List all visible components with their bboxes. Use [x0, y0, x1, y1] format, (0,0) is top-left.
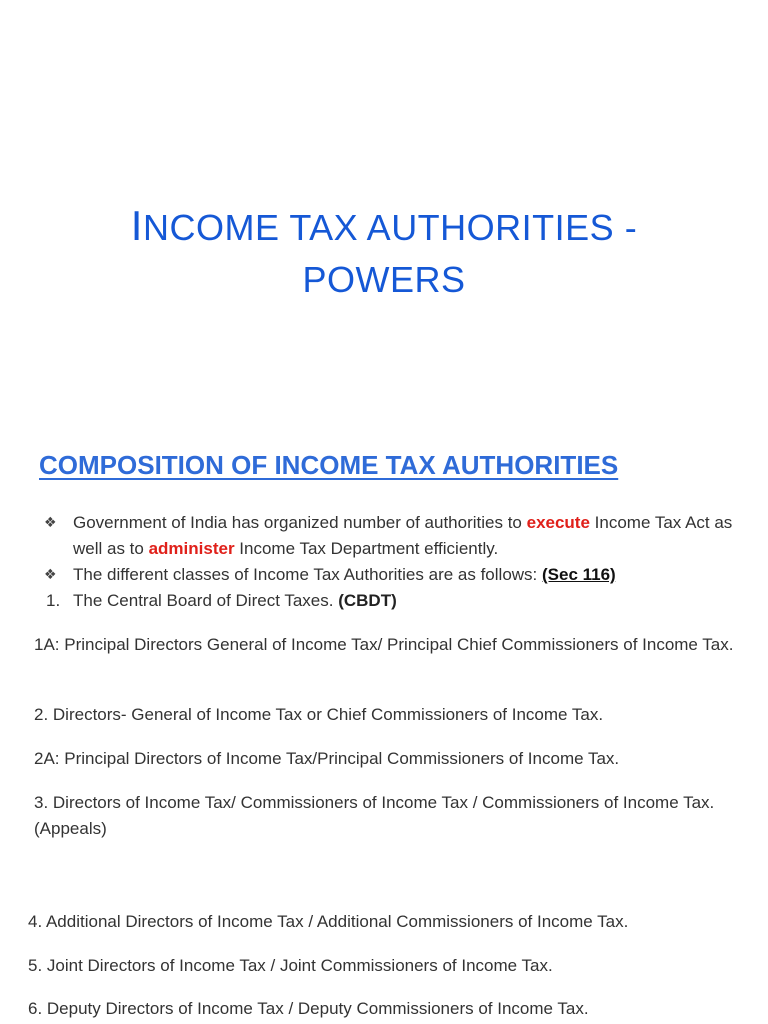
bullet-text-segment: The different classes of Income Tax Authorities are as follows:	[73, 565, 542, 584]
numbered-item-text	[73, 588, 734, 614]
page-title-line-1	[0, 200, 768, 254]
bullet-list	[44, 510, 734, 614]
bullet-text	[73, 562, 734, 588]
diamond-bullet-icon: ❖	[44, 567, 57, 583]
page-title-initial: I	[130, 202, 143, 249]
page-title-line-2: POWERS	[302, 259, 466, 300]
emphasis-execute: execute	[526, 513, 590, 532]
emphasis-administer: administer	[148, 539, 235, 558]
paragraph-1a: 1A: Principal Directors General of Income Tax/ Principal Chief Commissioners of Income Tax.	[34, 635, 734, 654]
cbdt-abbreviation: (CBDT)	[338, 591, 397, 610]
page-title	[0, 200, 768, 306]
bullet-text	[73, 510, 734, 562]
section-reference: (Sec 116)	[542, 565, 616, 584]
bullet-item	[44, 562, 734, 588]
paragraph-6: 6. Deputy Directors of Income Tax / Deputy Commissioners of Income Tax.	[28, 999, 589, 1018]
bullet-text-segment: Income Tax Act as well as to	[73, 513, 733, 558]
paragraph-5: 5. Joint Directors of Income Tax / Joint Commissioners of Income Tax.	[28, 956, 553, 975]
paragraph-2a: 2A: Principal Directors of Income Tax/Principal Commissioners of Income Tax.	[34, 749, 620, 768]
paragraph-3: 3. Directors of Income Tax/ Commissioners of Income Tax / Commissioners of Income Tax. (Appeals)	[34, 793, 715, 838]
item-number: 1.	[46, 591, 61, 610]
bullet-item	[44, 510, 734, 562]
paragraph-2: 2. Directors- General of Income Tax or Chief Commissioners of Income Tax.	[34, 705, 604, 724]
bullet-text-segment: Income Tax Department efficiently.	[234, 539, 499, 558]
bullet-text-segment: Government of India has organized number of authorities to	[73, 513, 527, 532]
section-heading: COMPOSITION OF INCOME TAX AUTHORITIES	[39, 450, 619, 480]
page-title-line-1-rest: NCOME TAX AUTHORITIES -	[142, 207, 638, 248]
diamond-bullet-icon: ❖	[44, 515, 57, 531]
numbered-item-text-main: The Central Board of Direct Taxes.	[73, 591, 339, 610]
numbered-item	[44, 588, 734, 614]
paragraph-4: 4. Additional Directors of Income Tax / Additional Commissioners of Income Tax.	[28, 912, 629, 931]
